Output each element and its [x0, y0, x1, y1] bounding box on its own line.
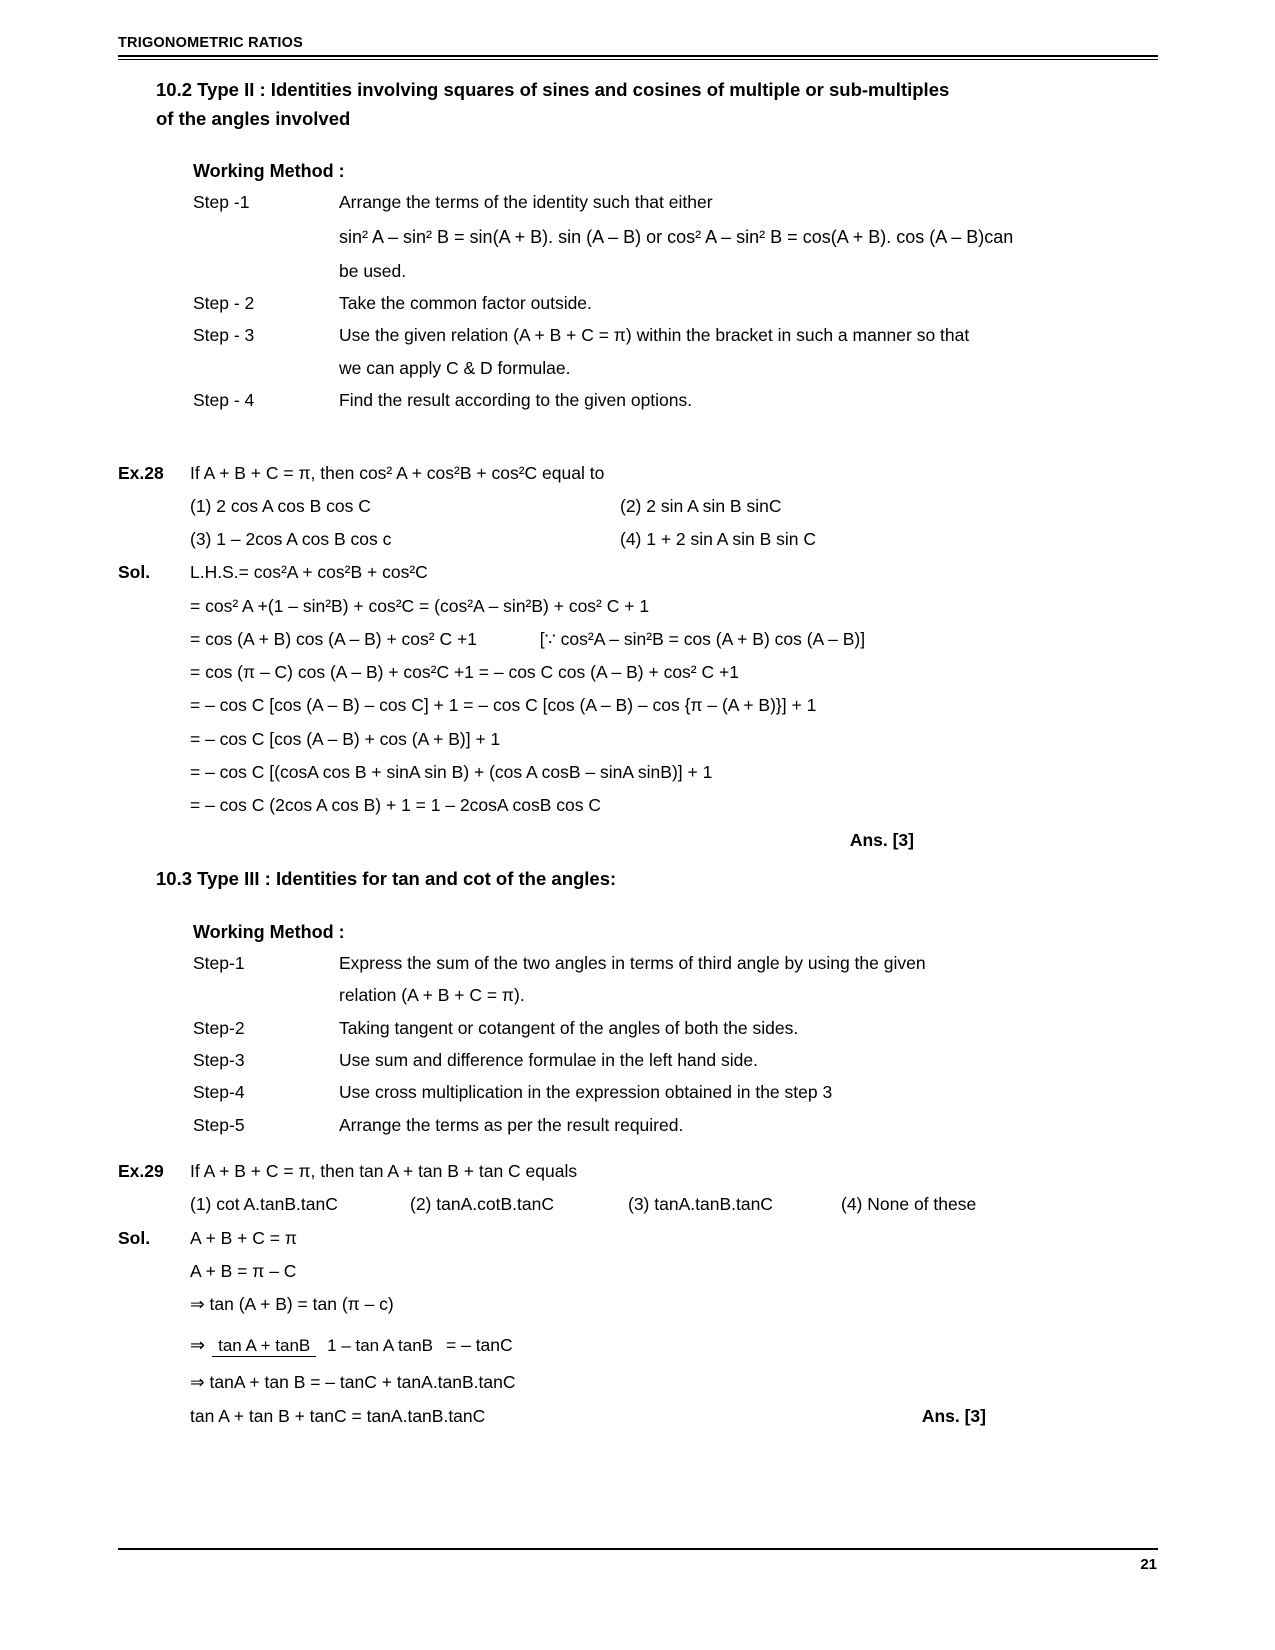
example-28-option-1: (1) 2 cos A cos B cos C — [190, 495, 371, 516]
step1-continuation: relation (A + B + C = π). — [339, 985, 525, 1006]
example-28-solution-line: = – cos C [cos (A – B) + cos (A + B)] + 1 — [190, 728, 501, 749]
step-label: Step - 2 — [193, 293, 255, 314]
spacer — [118, 1141, 1158, 1155]
step-text: Use sum and difference formulae in the left hand side. — [339, 1050, 758, 1071]
fraction — [212, 1335, 439, 1356]
fraction-numerator: tan A + tanB — [212, 1336, 316, 1357]
example-29-solution-line: A + B = π – C — [190, 1260, 297, 1281]
step-row — [193, 947, 1158, 979]
example-28-solution-line: = – cos C (2cos A cos B) + 1 = 1 – 2cosA cosB cos C — [190, 795, 601, 816]
example-29-final-row — [190, 1400, 1158, 1433]
example-28-solution-line-with-note — [190, 623, 1158, 656]
example-29-solution-line: A + B + C = π — [190, 1227, 297, 1248]
running-header: TRIGONOMETRIC RATIOS — [118, 35, 303, 51]
example-29-solution-line: ⇒ tan (A + B) = tan (π – c) — [190, 1294, 394, 1315]
example-29-question-row — [118, 1155, 1158, 1188]
step-label: Step-1 — [193, 952, 245, 973]
example-29-option-2: (2) tanA.cotB.tanC — [410, 1194, 554, 1215]
step3-continuation: we can apply C & D formulae. — [339, 357, 571, 378]
example-29-question: If A + B + C = π, then tan A + tan B + tan C equals — [190, 1161, 578, 1182]
working-method-heading-1: Working Method : — [193, 161, 345, 182]
step-text: Use cross multiplication in the expression obtained in the step 3 — [339, 1082, 833, 1103]
page-content — [118, 36, 1158, 1433]
example-29-answer: Ans. [3] — [921, 1405, 986, 1426]
step-row — [193, 384, 1158, 416]
spacer — [118, 851, 1158, 865]
header-rule — [118, 55, 1158, 60]
example-28-solution-line: L.H.S.= cos²A + cos²B + cos²C — [190, 562, 428, 583]
working-method-heading-2: Working Method : — [193, 921, 345, 942]
step1-formula: sin² A – sin² B = sin(A + B). sin (A – B) or cos² A – sin² B = cos(A + B). cos (A – B)can — [339, 226, 1014, 247]
step-row — [193, 1012, 1158, 1044]
step-row — [193, 1109, 1158, 1141]
step-text: Express the sum of the two angles in terms of third angle by using the given — [339, 952, 926, 973]
example-28-solution-first-row — [118, 556, 1158, 589]
example-28-options-row-2 — [190, 523, 1158, 556]
example-28-bracket-note: [∵ cos²A – sin²B = cos (A + B) cos (A – B)] — [539, 628, 866, 649]
fraction-denominator: 1 – tan A tanB — [327, 1336, 434, 1356]
example-28-answer: Ans. [3] — [849, 830, 914, 851]
example-28-options-row-1 — [190, 490, 1158, 523]
step-text: Use the given relation (A + B + C = π) within the bracket in such a manner so that — [339, 325, 970, 346]
example-29-sol-tag: Sol. — [118, 1227, 151, 1248]
example-29-solution-line: tan A + tan B + tanC = tanA.tanB.tanC — [190, 1405, 486, 1426]
footer-rule — [118, 1548, 1158, 1550]
step-row — [193, 319, 1158, 351]
example-29-option-1: (1) cot A.tanB.tanC — [190, 1194, 338, 1215]
example-28-question: If A + B + C = π, then cos² A + cos²B + cos²C equal to — [190, 462, 605, 483]
section-10-3-title: 10.3 Type III : Identities for tan and cot of the angles: — [156, 868, 617, 890]
implies-arrow-icon: ⇒ — [190, 1335, 206, 1356]
example-28-option-3: (3) 1 – 2cos A cos B cos c — [190, 529, 392, 550]
page-number: 21 — [1140, 1556, 1157, 1573]
example-28-question-row — [118, 457, 1158, 490]
step-label: Step - 3 — [193, 325, 255, 346]
fraction-rhs: = – tanC — [446, 1335, 513, 1356]
step-label: Step-2 — [193, 1017, 245, 1038]
step-label: Step -1 — [193, 192, 250, 213]
example-29-fraction-equation — [190, 1335, 1158, 1356]
example-28-solution-line: = – cos C [(cosA cos B + sinA sin B) + (cos A cosB – sinA sinB)] + 1 — [190, 761, 713, 782]
step-label: Step - 4 — [193, 390, 255, 411]
step-label: Step-4 — [193, 1082, 245, 1103]
example-28-solution-line: = cos (A + B) cos (A – B) + cos² C +1 — [190, 628, 477, 649]
example-28-solution-line: = cos² A +(1 – sin²B) + cos²C = (cos²A – sin²B) + cos² C + 1 — [190, 595, 650, 616]
step-row — [193, 1076, 1158, 1108]
section-10-2-title-line2: of the angles involved — [156, 107, 351, 129]
example-29-option-4: (4) None of these — [841, 1194, 977, 1215]
example-28-solution-line: = cos (π – C) cos (A – B) + cos²C +1 = – cos C cos (A – B) + cos² C +1 — [190, 662, 739, 683]
section-10-2-title-line1: 10.2 Type II : Identities involving squares of sines and cosines of multiple or sub-multiples — [156, 78, 950, 100]
example-29-option-3: (3) tanA.tanB.tanC — [628, 1194, 773, 1215]
step-row — [193, 186, 1158, 218]
example-28-tag: Ex.28 — [118, 462, 164, 483]
step-text: Take the common factor outside. — [339, 293, 592, 314]
step-row — [193, 1044, 1158, 1076]
example-29-options-row — [190, 1188, 1158, 1221]
example-29-solution-line: ⇒ tanA + tan B = – tanC + tanA.tanB.tanC — [190, 1372, 516, 1393]
step-text: Arrange the terms as per the result required. — [339, 1114, 684, 1135]
section-10-2-title — [156, 76, 1158, 133]
example-28-solution-line: = – cos C [cos (A – B) – cos C] + 1 = – cos C [cos (A – B) – cos {π – (A + B)}] + 1 — [190, 695, 817, 716]
example-28-option-4: (4) 1 + 2 sin A sin B sin C — [620, 529, 816, 550]
step-text: Arrange the terms of the identity such that either — [339, 192, 713, 213]
spacer — [118, 417, 1158, 457]
step1-formula-continuation: be used. — [339, 260, 407, 281]
example-29-tag: Ex.29 — [118, 1161, 164, 1182]
example-28-option-2: (2) 2 sin A sin B sinC — [620, 495, 782, 516]
step-text: Taking tangent or cotangent of the angles of both the sides. — [339, 1017, 799, 1038]
step-text: Find the result according to the given options. — [339, 390, 693, 411]
example-28-sol-tag: Sol. — [118, 562, 151, 583]
step-label: Step-5 — [193, 1114, 245, 1135]
step-label: Step-3 — [193, 1050, 245, 1071]
step-row — [193, 287, 1158, 319]
example-29-solution-first-row — [118, 1222, 1158, 1255]
